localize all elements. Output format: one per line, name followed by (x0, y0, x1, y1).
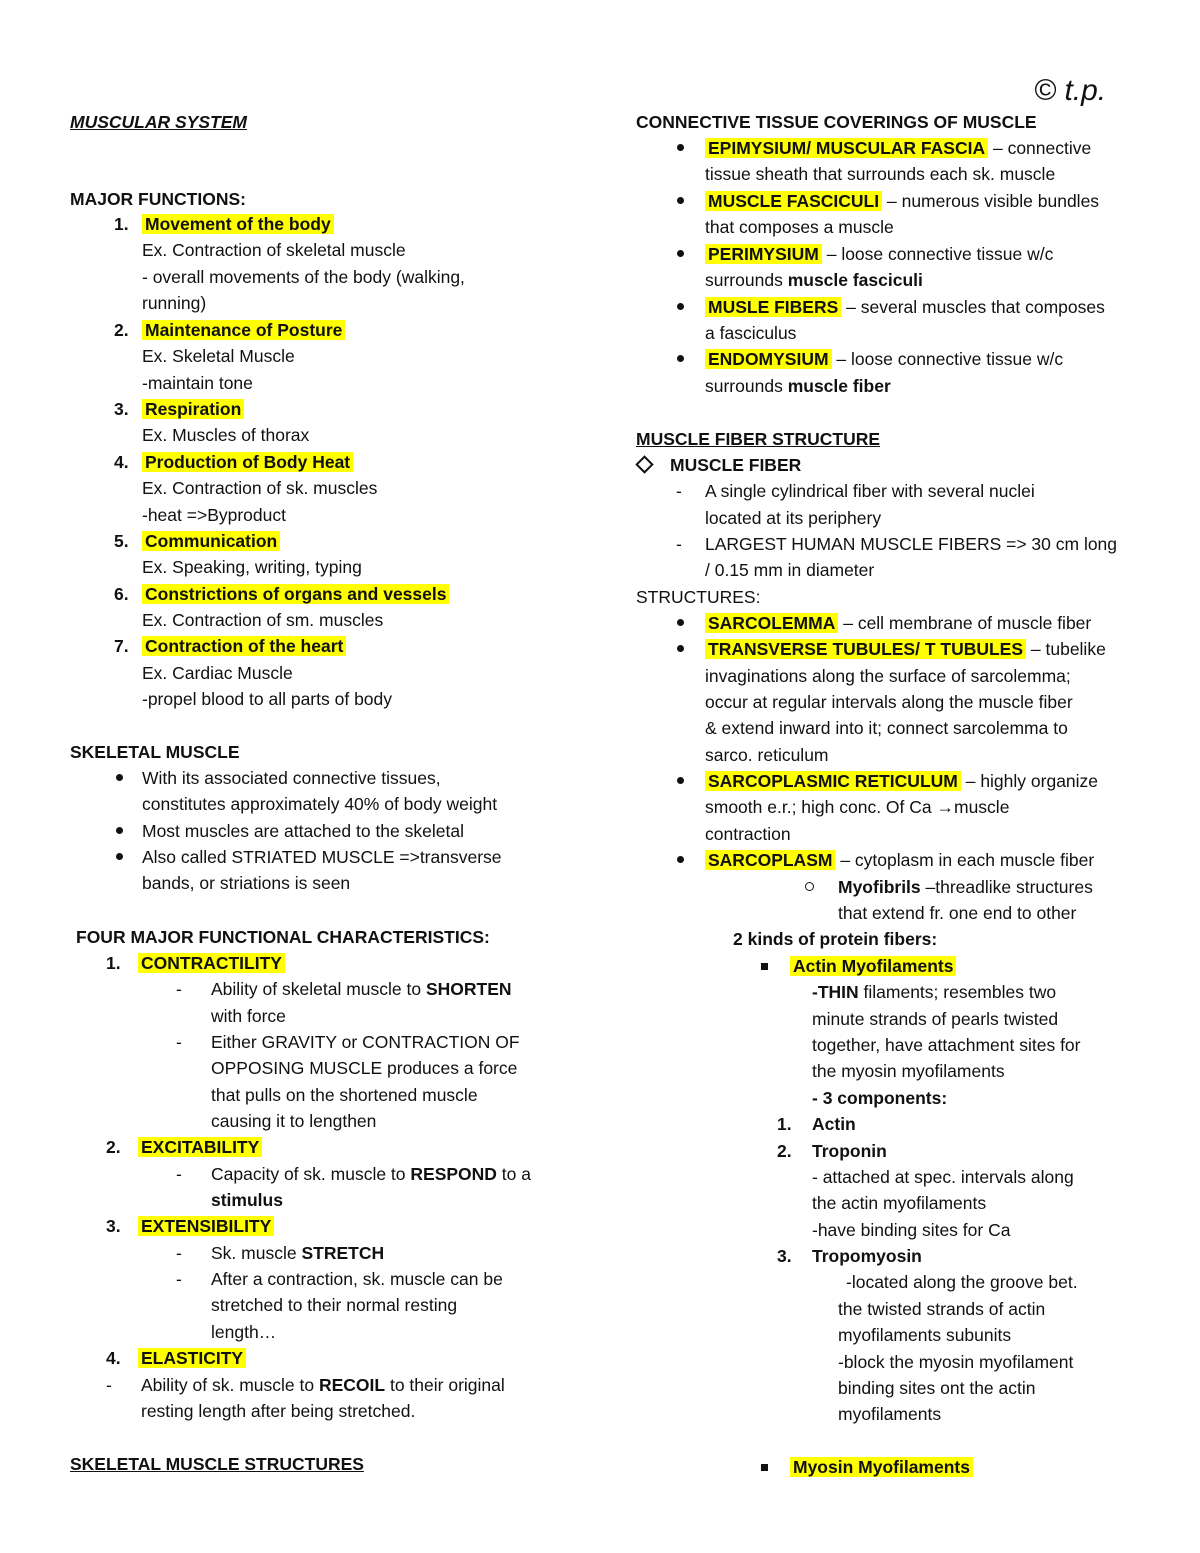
function-name: Contraction of the heart (142, 636, 346, 656)
tropomyosin-detail: myofilaments (838, 1404, 942, 1424)
structure-detail: invaginations along the surface of sarcolemma; (705, 666, 1071, 686)
component-name: Troponin (812, 1141, 887, 1161)
structure-item: SARCOPLASMIC RETICULUM – highly organize (705, 770, 1098, 792)
bullet-text: Also called STRIATED MUSCLE =>transverse (142, 847, 502, 867)
copyright-watermark: © t.p. (1034, 74, 1107, 107)
bullet-text: With its associated connective tissues, (142, 768, 441, 788)
function-detail: Ex. Muscles of thorax (142, 425, 310, 445)
function-detail: running) (142, 293, 207, 313)
covering-detail: a fasciculus (705, 323, 797, 343)
function-detail: -maintain tone (142, 373, 253, 393)
covering-item: EPIMYSIUM/ MUSCULAR FASCIA – connective (705, 137, 1091, 159)
characteristic-number: 4. (106, 1348, 121, 1368)
actin-components: - 3 components: (812, 1088, 948, 1108)
fiber-detail: LARGEST HUMAN MUSCLE FIBERS => 30 cm long (705, 534, 1118, 554)
actin-detail: the myosin myofilaments (812, 1061, 1005, 1081)
skeletal-structures-heading: SKELETAL MUSCLE STRUCTURES (70, 1454, 364, 1474)
bullet-icon (677, 250, 684, 257)
actin-detail: together, have attachment sites for (812, 1035, 1081, 1055)
covering-detail: tissue sheath that surrounds each sk. muscle (705, 164, 1056, 184)
function-name: Maintenance of Posture (142, 320, 345, 340)
tropomyosin-detail: myofilaments subunits (838, 1325, 1012, 1345)
bullet-icon (677, 144, 684, 151)
dash-marker: - (176, 979, 182, 999)
function-number: 2. (114, 320, 129, 340)
covering-item: ENDOMYSIUM – loose connective tissue w/c (705, 348, 1063, 370)
function-number: 4. (114, 452, 129, 472)
function-detail: Ex. Contraction of sk. muscles (142, 478, 378, 498)
characteristic-detail: Ability of skeletal muscle to SHORTEN (211, 979, 512, 999)
structure-detail: occur at regular intervals along the muscle fiber (705, 692, 1073, 712)
dash-marker: - (176, 1269, 182, 1289)
actin-detail: minute strands of pearls twisted (812, 1009, 1059, 1029)
function-detail: Ex. Skeletal Muscle (142, 346, 295, 366)
component-number: 3. (777, 1246, 792, 1266)
function-detail: Ex. Speaking, writing, typing (142, 557, 362, 577)
bullet-icon (116, 774, 123, 781)
bullet-icon (677, 645, 684, 652)
document-title: MUSCULAR SYSTEM (70, 112, 247, 132)
bullet-icon (677, 303, 684, 310)
characteristic-detail: Sk. muscle STRETCH (211, 1243, 385, 1263)
component-detail: the actin myofilaments (812, 1193, 987, 1213)
bullet-icon (677, 619, 684, 626)
characteristic-name: CONTRACTILITY (138, 953, 285, 973)
function-detail: -propel blood to all parts of body (142, 689, 393, 709)
covering-item: MUSCLE FASCICULI – numerous visible bundles (705, 190, 1099, 212)
skeletal-muscle-heading: SKELETAL MUSCLE (70, 742, 240, 762)
characteristic-detail: Either GRAVITY or CONTRACTION OF (211, 1032, 520, 1052)
circle-bullet-icon (805, 882, 814, 891)
tropomyosin-detail: -located along the groove bet. (846, 1272, 1078, 1292)
bullet-icon (116, 827, 123, 834)
actin-detail: -THIN filaments; resembles two (812, 982, 1057, 1002)
component-number: 1. (777, 1114, 792, 1134)
function-detail: Ex. Contraction of sm. muscles (142, 610, 384, 630)
major-functions-heading: MAJOR FUNCTIONS: (70, 189, 246, 209)
function-detail: -heat =>Byproduct (142, 505, 286, 525)
tropomyosin-detail: -block the myosin myofilament (838, 1352, 1074, 1372)
function-detail: Ex. Cardiac Muscle (142, 663, 293, 683)
characteristic-detail: with force (211, 1006, 286, 1026)
function-number: 7. (114, 636, 129, 656)
structures-label: STRUCTURES: (636, 587, 761, 607)
covering-detail: that composes a muscle (705, 217, 894, 237)
function-number: 3. (114, 399, 129, 419)
fiber-detail: / 0.15 mm in diameter (705, 560, 875, 580)
function-detail: - overall movements of the body (walking, (142, 267, 465, 287)
characteristic-detail: causing it to lengthen (211, 1111, 377, 1131)
bullet-text: Most muscles are attached to the skeletal (142, 821, 464, 841)
covering-item: MUSLE FIBERS – several muscles that composes (705, 296, 1105, 318)
characteristic-number: 1. (106, 953, 121, 973)
dash-marker: - (676, 534, 682, 554)
myofibrils-detail: that extend fr. one end to other (838, 903, 1077, 923)
characteristic-detail: that pulls on the shortened muscle (211, 1085, 478, 1105)
characteristic-detail: After a contraction, sk. muscle can be (211, 1269, 503, 1289)
bullet-icon (677, 777, 684, 784)
characteristic-detail: stretched to their normal resting (211, 1295, 458, 1315)
covering-detail: surrounds muscle fiber (705, 376, 891, 396)
dash-marker: - (106, 1375, 112, 1395)
coverings-heading: CONNECTIVE TISSUE COVERINGS OF MUSCLE (636, 112, 1037, 132)
function-number: 6. (114, 584, 129, 604)
function-number: 5. (114, 531, 129, 551)
characteristic-name: EXCITABILITY (138, 1137, 262, 1157)
bullet-icon (116, 853, 123, 860)
characteristic-detail: Capacity of sk. muscle to RESPOND to a (211, 1164, 531, 1184)
bullet-icon (677, 856, 684, 863)
component-detail: - attached at spec. intervals along (812, 1167, 1074, 1187)
covering-item: PERIMYSIUM – loose connective tissue w/c (705, 243, 1053, 265)
function-number: 1. (114, 214, 129, 234)
myofibrils-item: Myofibrils –threadlike structures (838, 877, 1093, 897)
structure-item: SARCOLEMMA – cell membrane of muscle fiber (705, 612, 1091, 634)
characteristic-name: EXTENSIBILITY (138, 1216, 274, 1236)
structure-detail: contraction (705, 824, 791, 844)
fiber-detail: A single cylindrical fiber with several nuclei (705, 481, 1035, 501)
function-name: Respiration (142, 399, 244, 419)
tropomyosin-detail: the twisted strands of actin (838, 1299, 1046, 1319)
bullet-text: bands, or striations is seen (142, 873, 351, 893)
characteristic-detail: OPPOSING MUSCLE produces a force (211, 1058, 518, 1078)
covering-detail: surrounds muscle fasciculi (705, 270, 923, 290)
myosin-myofilaments-label: Myosin Myofilaments (790, 1457, 973, 1477)
tropomyosin-detail: binding sites ont the actin (838, 1378, 1036, 1398)
component-detail: -have binding sites for Ca (812, 1220, 1011, 1240)
four-characteristics-heading: FOUR MAJOR FUNCTIONAL CHARACTERISTICS: (76, 927, 490, 947)
bullet-icon (677, 197, 684, 204)
component-number: 2. (777, 1141, 792, 1161)
function-name: Production of Body Heat (142, 452, 353, 472)
characteristic-detail: length… (211, 1322, 277, 1342)
diamond-bullet-icon (635, 455, 653, 473)
function-name: Constrictions of organs and vessels (142, 584, 449, 604)
structure-item: TRANSVERSE TUBULES/ T TUBULES – tubelike (705, 638, 1106, 660)
bullet-icon (677, 355, 684, 362)
component-name: Actin (812, 1114, 856, 1134)
square-bullet-icon (761, 1464, 768, 1471)
actin-myofilaments-label: Actin Myofilaments (790, 956, 956, 976)
dash-marker: - (676, 481, 682, 501)
function-name: Movement of the body (142, 214, 334, 234)
characteristic-number: 2. (106, 1137, 121, 1157)
bullet-text: constitutes approximately 40% of body weight (142, 794, 498, 814)
muscle-fiber-subheading: MUSCLE FIBER (670, 455, 802, 475)
function-detail: Ex. Contraction of skeletal muscle (142, 240, 406, 260)
structure-detail: smooth e.r.; high conc. Of Ca →muscle (705, 797, 1010, 817)
function-name: Communication (142, 531, 280, 551)
structure-detail: & extend inward into it; connect sarcolemma to (705, 718, 1068, 738)
characteristic-detail: Ability of sk. muscle to RECOIL to their original (141, 1375, 505, 1395)
square-bullet-icon (761, 963, 768, 970)
dash-marker: - (176, 1243, 182, 1263)
structure-item: SARCOPLASM – cytoplasm in each muscle fiber (705, 849, 1094, 871)
component-name: Tropomyosin (812, 1246, 922, 1266)
protein-fibers-heading: 2 kinds of protein fibers: (733, 929, 938, 949)
fiber-detail: located at its periphery (705, 508, 882, 528)
characteristic-detail: resting length after being stretched. (141, 1401, 416, 1421)
characteristic-name: ELASTICITY (138, 1348, 246, 1368)
dash-marker: - (176, 1164, 182, 1184)
dash-marker: - (176, 1032, 182, 1052)
structure-detail: sarco. reticulum (705, 745, 829, 765)
characteristic-number: 3. (106, 1216, 121, 1236)
characteristic-detail: stimulus (211, 1190, 283, 1210)
fiber-structure-heading: MUSCLE FIBER STRUCTURE (636, 429, 881, 449)
